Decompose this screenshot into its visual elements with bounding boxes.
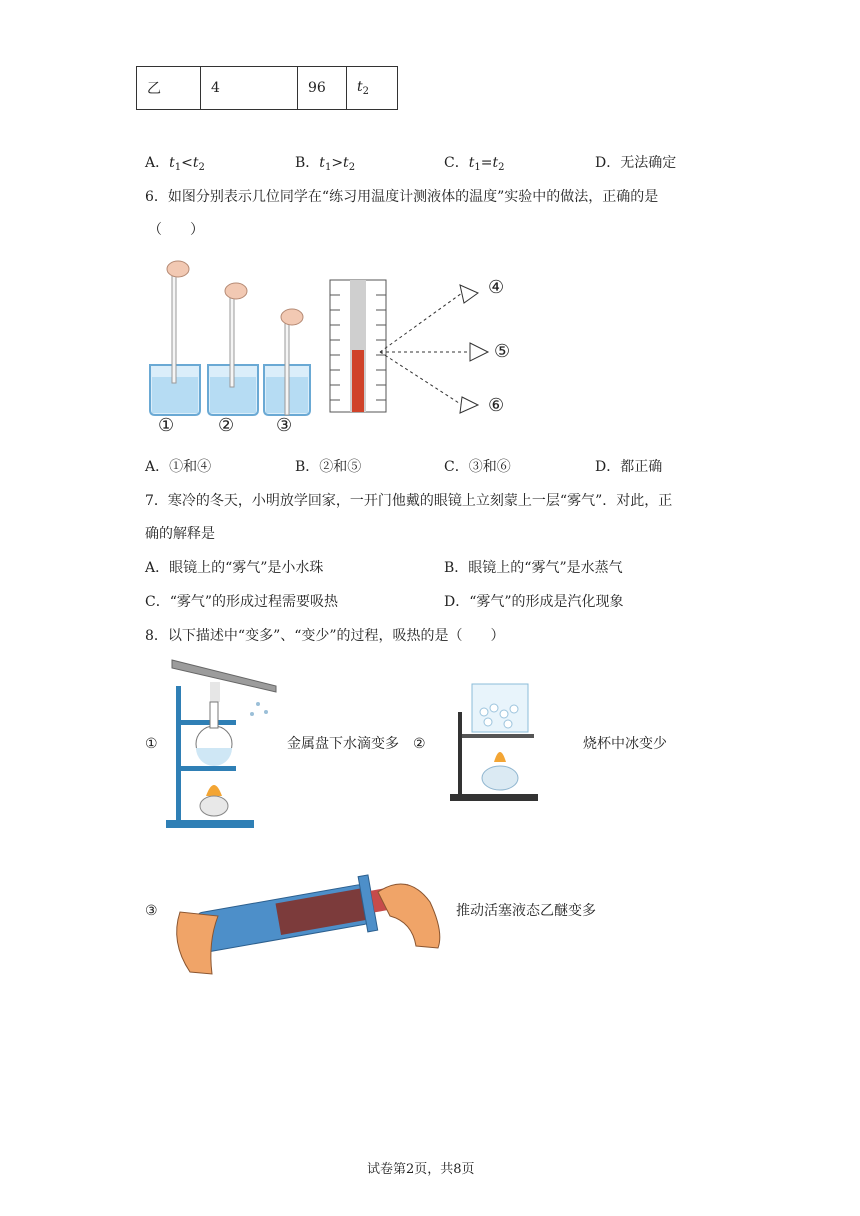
q6-option-c: C．③和⑥ [444,459,511,475]
figure-label-2: ② [218,415,235,436]
q8-item2-number: ② [413,736,426,752]
thermometer-scale [330,280,386,412]
q8-item1-text: 金属盘下水滴变多 [287,736,399,752]
table-cell: 乙 [137,67,201,110]
q6-option-a: A．①和④ [145,459,212,475]
table-row [137,67,398,110]
eye-icon [460,397,478,413]
table-cell: $t_2$ [347,67,398,110]
condensation-apparatus-figure [162,656,280,830]
ice-melting-figure [448,682,540,804]
sight-line-6 [380,352,462,405]
eye-icon [470,343,488,361]
q8-stem: 8．以下描述中“变多”、“变少”的过程，吸热的是（ ） [145,628,505,644]
q6-option-b: B．②和⑤ [295,459,362,475]
eye-icon [460,285,478,303]
beaker-2 [208,283,258,415]
q7-option-d: D．“雾气”的形成是汽化现象 [444,594,624,610]
q7-option-b: B．眼镜上的“雾气”是水蒸气 [444,560,623,576]
table-cell: 96 [298,67,347,110]
q5-option-c: C．$t_1=t_2$ [444,155,505,173]
q8-item1-number: ① [145,736,158,752]
figure-label-1: ① [158,415,175,436]
syringe-figure [168,852,446,978]
figure-label-3: ③ [276,415,293,436]
data-table [136,66,398,110]
q7-option-a: A．眼镜上的“雾气”是小水珠 [145,560,324,576]
eye-label-4: ④ [488,277,505,298]
q7-option-c: C．“雾气”的形成过程需要吸热 [145,594,339,610]
q6-option-d: D．都正确 [595,459,663,475]
sight-line-4 [380,293,462,352]
q6-stem: 6．如图分别表示几位同学在“练习用温度计测液体的温度”实验中的做法，正确的是 [145,189,659,205]
beaker-1 [150,261,200,415]
q5-option-a: A．$t_1<t_2$ [145,155,205,173]
q8-item2-text: 烧杯中冰变少 [583,736,667,752]
q6-answer-blank: （ ） [148,222,204,238]
q8-item3-text: 推动活塞液态乙醚变多 [456,903,596,919]
q7-stem-line2: 确的解释是 [145,526,215,542]
q5-option-b: B．$t_1>t_2$ [295,155,356,173]
page-footer: 试卷第2页，共8页 [367,1162,475,1177]
q5-option-d: D．无法确定 [595,155,677,171]
q8-item3-number: ③ [145,903,158,919]
eye-label-5: ⑤ [494,341,511,362]
beaker-3 [264,309,310,415]
q7-stem-line1: 7．寒冷的冬天，小明放学回家，一开门他戴的眼镜上立刻蒙上一层“雾气”．对此，正 [145,493,673,509]
thermometer-figure [140,255,520,440]
eye-label-6: ⑥ [488,395,505,416]
table-cell: 4 [201,67,298,110]
